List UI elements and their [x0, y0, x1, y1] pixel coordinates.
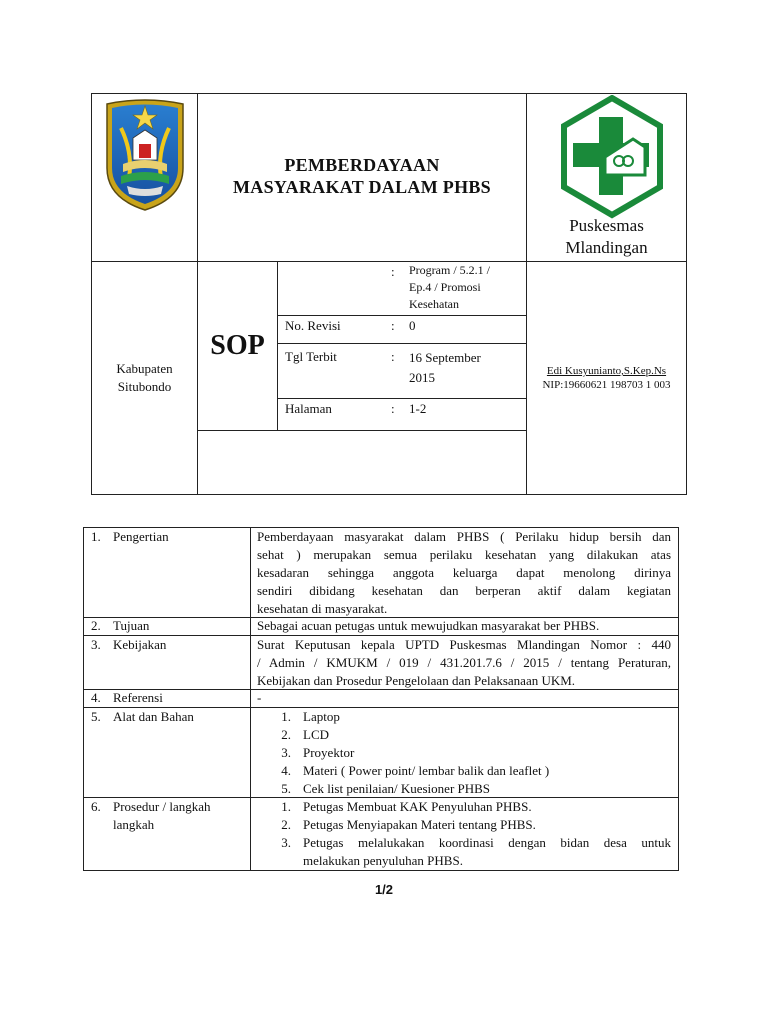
- document-title: [198, 154, 526, 198]
- doc-number-colon: :: [391, 264, 395, 279]
- halaman-value: 1-2: [409, 401, 427, 416]
- puskesmas-line-1: Puskesmas: [569, 216, 644, 235]
- section-1-num: 1.: [91, 529, 101, 544]
- section-6-label-line-1: Prosedur / langkah: [113, 799, 211, 814]
- revisi-value: 0: [409, 318, 416, 333]
- revisi-colon: :: [391, 318, 395, 333]
- pengertian-line: Pemberdayaan masyarakat dalam PHBS ( Perilaku hidup bersih dan: [257, 529, 671, 544]
- kebijakan-line: / Admin / KMUKM / 019 / 431.201.7.6 / 2015 / tentang Peraturan,: [257, 655, 671, 670]
- kebijakan-line: Kebijakan dan Prosedur Pengelolaan dan Pelaksanaan UKM.: [257, 673, 576, 688]
- alat-item: Laptop: [303, 709, 340, 724]
- section-6-label-line-2: langkah: [113, 817, 155, 832]
- prosedur-item-num: 1.: [281, 799, 291, 814]
- page-indicator: 1/2: [374, 882, 394, 897]
- signer-nip: NIP:19660621 198703 1 003: [542, 379, 671, 391]
- section-6-label: [113, 798, 210, 834]
- region-line-1: Kabupaten: [116, 361, 173, 376]
- title-line-1: PEMBERDAYAAN: [284, 155, 440, 175]
- region-name: [92, 360, 197, 396]
- section-5-label: Alat dan Bahan: [113, 709, 194, 724]
- signer-name: Edi Kusyunianto,S.Kep.Ns: [546, 365, 667, 377]
- region-line-2: Situbondo: [117, 379, 172, 394]
- prosedur-list: [257, 798, 671, 870]
- doc-number-line-3: Kesehatan: [409, 297, 459, 311]
- doc-number-line-2: Ep.4 / Promosi: [409, 280, 481, 294]
- prosedur-item-num: 2.: [281, 817, 291, 832]
- kabupaten-emblem: [103, 98, 187, 212]
- revisi-label: No. Revisi: [285, 318, 341, 333]
- alat-item: Proyektor: [303, 745, 355, 760]
- alat-item: LCD: [303, 727, 329, 742]
- section-1-label: Pengertian: [113, 529, 169, 544]
- alat-list: [257, 708, 671, 798]
- alat-item-num: 4.: [281, 763, 291, 778]
- sop-label: SOP: [210, 330, 265, 361]
- prosedur-item-continued: melakukan penyuluhan PHBS.: [303, 853, 463, 868]
- doc-number-line-1: Program / 5.2.1 /: [409, 263, 490, 277]
- terbit-colon: :: [391, 349, 395, 364]
- alat-item-num: 3.: [281, 745, 291, 760]
- referensi-text: -: [257, 690, 262, 705]
- alat-item-num: 5.: [281, 781, 291, 796]
- terbit-line-2: 2015: [409, 370, 435, 385]
- terbit-label: Tgl Terbit: [285, 349, 337, 364]
- section-2-label: Tujuan: [113, 618, 150, 633]
- pengertian-line: sendiri dibidang kesehatan dan berperan aktif dalam kegiatan: [257, 583, 671, 598]
- pengertian-line: kesadaran sehingga anggota keluarga dapat menolong dirinya: [257, 565, 671, 580]
- kebijakan-text: [257, 636, 671, 690]
- alat-item-num: 2.: [281, 727, 291, 742]
- puskesmas-name: [527, 215, 686, 259]
- prosedur-item: Petugas Membuat KAK Penyuluhan PHBS.: [303, 799, 532, 814]
- alat-item-num: 1.: [281, 709, 291, 724]
- pengertian-line: kesehatan di masyarakat.: [257, 601, 388, 616]
- terbit-line-1: 16 September: [409, 350, 481, 365]
- section-3-num: 3.: [91, 637, 101, 652]
- halaman-colon: :: [391, 401, 395, 416]
- terbit-value: [409, 348, 481, 388]
- tujuan-text: Sebagai acuan petugas untuk mewujudkan masyarakat ber PHBS.: [257, 618, 600, 633]
- title-line-2: MASYARAKAT DALAM PHBS: [233, 177, 491, 197]
- halaman-label: Halaman: [285, 401, 332, 416]
- section-3-label: Kebijakan: [113, 637, 167, 652]
- section-4-label: Referensi: [113, 690, 163, 705]
- prosedur-item: Petugas melalukakan koordinasi dengan bidan desa untuk: [303, 835, 671, 850]
- doc-number-value: [409, 262, 490, 313]
- section-5-num: 5.: [91, 709, 101, 724]
- section-4-num: 4.: [91, 690, 101, 705]
- section-2-num: 2.: [91, 618, 101, 633]
- prosedur-item: Petugas Menyiapakan Materi tentang PHBS.: [303, 817, 536, 832]
- alat-item: Cek list penilaian/ Kuesioner PHBS: [303, 781, 491, 796]
- section-6-num: 6.: [91, 799, 101, 814]
- pengertian-text: [257, 528, 671, 618]
- prosedur-item-num: 3.: [281, 835, 291, 850]
- puskesmas-line-2: Mlandingan: [565, 238, 648, 257]
- alat-item: Materi ( Power point/ lembar balik dan leaflet ): [303, 763, 550, 778]
- pengertian-line: sehat ) merupakan semua perilaku kesehatan yang dilakukan atas: [257, 547, 671, 562]
- puskesmas-logo: [559, 95, 665, 219]
- kebijakan-line: Surat Keputusan kepala UPTD Puskesmas Mlandingan Nomor : 440: [257, 637, 671, 652]
